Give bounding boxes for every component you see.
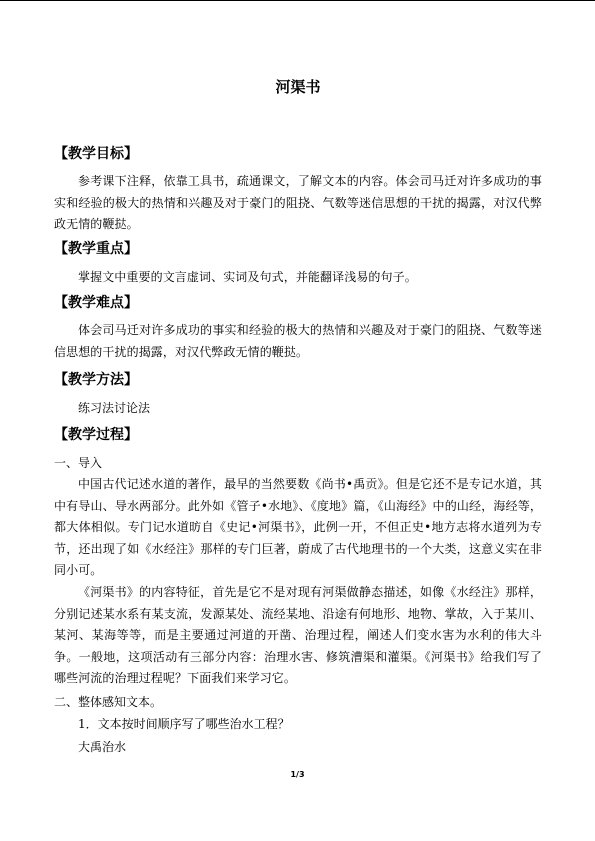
overview-label: 二、整体感知文本。 xyxy=(54,695,163,709)
page-top-border xyxy=(0,0,595,1)
objectives-heading: 【教学目标】 xyxy=(54,146,138,162)
objectives-paragraph: 参考课下注释，依靠工具书，疏通课文，了解文本的内容。体会司马迁对许多成功的事实和经验的极大的热情和兴趣及对于豪门的阻挠、气数等迷信思想的干扰的揭露，对汉代弊政无情的鞭挞。 xyxy=(54,174,542,231)
key-points-paragraph: 掌握文中重要的文言虚词、实词及句式，并能翻译浅易的句子。 xyxy=(78,270,417,284)
difficulties-heading: 【教学难点】 xyxy=(54,295,138,311)
document-title: 河渠书 xyxy=(275,78,321,96)
difficulties-paragraph: 体会司马迁对许多成功的事实和经验的极大的热情和兴趣及对于豪门的阻挠、气数等迷信思想的干扰的揭露，对汉代弊政无情的鞭挞。 xyxy=(54,323,542,359)
methods-heading: 【教学方法】 xyxy=(54,372,138,388)
methods-text: 练习法讨论法 xyxy=(78,401,151,415)
process-heading: 【教学过程】 xyxy=(54,427,138,443)
question-1: 1．文本按时间顺序写了哪些治水工程？ xyxy=(78,717,290,731)
intro-paragraph-2: 《河渠书》的内容特征，首先是它不是对现有河渠做静态描述，如像《水经注》那样，分别记述某水系有某支流，发源某处、流经某地、沿途有何地形、地物、掌故，入于某川、某河、某海等等，而是主要通过河道的开凿、治理过程，阐述人们变水害为水利的伟大斗争。一般地，这项活动有三部分内容：治理水害、修筑漕渠和灌渠。《河渠书》给我们写了哪些河流的治理过程呢？下面我们来学习它。 xyxy=(54,585,542,685)
answer-1: 大禹治水 xyxy=(78,740,127,754)
intro-paragraph-1: 中国古代记述水道的著作，最早的当然要数《尚书•禹贡》。但是它还不是专记水道，其中有导山、导水两部分。此外如《管子•水地》、《度地》篇，《山海经》中的山经，海经等，都大体相似。专门记水道昉自《史记•河渠书》，此例一开，不但正史•地方志将水道列为专节，还出现了如《水经注》那样的专门巨著，蔚成了古代地理书的一个大类，这意义实在非同小可。 xyxy=(54,477,542,577)
page-number: 1/3 xyxy=(290,770,305,779)
intro-label: 一、导入 xyxy=(54,456,103,470)
key-points-heading: 【教学重点】 xyxy=(54,241,138,257)
